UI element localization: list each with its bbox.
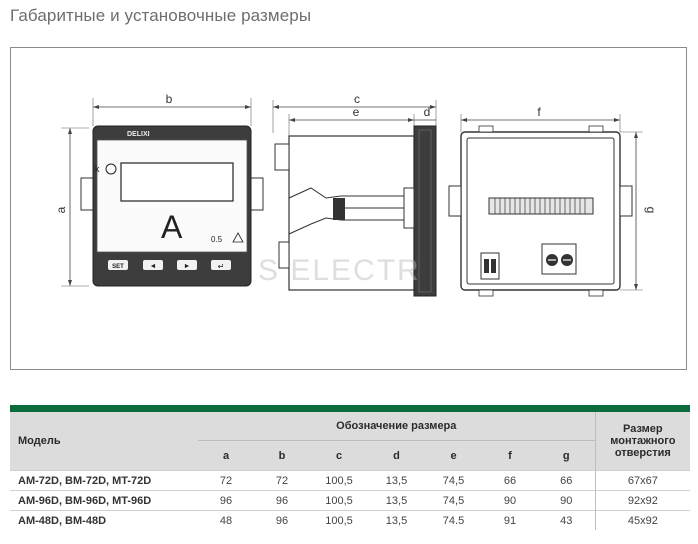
col-e: e bbox=[450, 449, 457, 462]
button-right: ► bbox=[183, 263, 191, 270]
row-model: AM-48D, BM-48D bbox=[10, 511, 198, 531]
watermark: S ELECTR bbox=[258, 254, 421, 287]
table-row bbox=[10, 511, 690, 531]
cell: 74,5 bbox=[425, 471, 482, 491]
cell: 13,5 bbox=[368, 471, 425, 491]
row-model: AM-72D, BM-72D, MT-72D bbox=[10, 471, 198, 491]
model-header: Модель bbox=[18, 435, 61, 447]
cell: 74,5 bbox=[425, 491, 482, 511]
cell: 74.5 bbox=[425, 511, 482, 531]
dimensions-table bbox=[10, 405, 690, 539]
button-set: SET bbox=[112, 264, 124, 270]
cell: 72 bbox=[198, 471, 254, 491]
dim-label-b: b bbox=[165, 92, 173, 106]
accuracy-class: 0.5 bbox=[211, 235, 223, 244]
table-row bbox=[10, 471, 690, 491]
table-row bbox=[10, 491, 690, 511]
dim-label-f: f bbox=[537, 105, 541, 119]
col-a: a bbox=[222, 449, 230, 462]
cell: 13,5 bbox=[368, 491, 425, 511]
cell: 96 bbox=[254, 491, 310, 511]
cell: 91 bbox=[482, 511, 538, 531]
cell: 66 bbox=[482, 471, 538, 491]
brand-label: DELIXI bbox=[127, 131, 150, 138]
front-view bbox=[54, 92, 263, 286]
row-hole: 67x67 bbox=[595, 471, 690, 491]
display-letter: A bbox=[161, 209, 183, 245]
col-f: f bbox=[508, 449, 512, 462]
button-left: ◄ bbox=[149, 263, 157, 270]
dim-label-g: g bbox=[644, 206, 658, 214]
cell: 72 bbox=[254, 471, 310, 491]
dimension-drawing bbox=[10, 47, 687, 370]
cell: 66 bbox=[538, 471, 595, 491]
button-enter: ↵ bbox=[217, 262, 225, 271]
col-g: g bbox=[562, 449, 570, 462]
cell: 100,5 bbox=[310, 471, 368, 491]
dim-label-d: d bbox=[423, 105, 431, 119]
dim-label-e: e bbox=[352, 105, 360, 119]
indicator-letter: k bbox=[95, 164, 100, 174]
drawing-svg bbox=[11, 48, 688, 371]
page-title: Габаритные и установочные размеры bbox=[10, 6, 312, 25]
row-hole: 92x92 bbox=[595, 491, 690, 511]
col-d: d bbox=[393, 449, 400, 462]
dim-label-c: c bbox=[354, 92, 360, 106]
cell: 90 bbox=[482, 491, 538, 511]
col-b: b bbox=[278, 449, 286, 462]
dimension-group-header: Обозначение размера bbox=[198, 412, 595, 441]
cell: 13,5 bbox=[368, 511, 425, 531]
col-c: c bbox=[335, 449, 343, 462]
cell: 90 bbox=[538, 491, 595, 511]
rear-view bbox=[449, 105, 658, 296]
side-view bbox=[258, 92, 436, 296]
cell: 100,5 bbox=[310, 511, 368, 531]
cell: 96 bbox=[254, 511, 310, 531]
mount-hole-header: Размер монтажного отверстия bbox=[595, 412, 690, 471]
cell: 48 bbox=[198, 511, 254, 531]
cell: 96 bbox=[198, 491, 254, 511]
cell: 43 bbox=[538, 511, 595, 531]
cell: 100,5 bbox=[310, 491, 368, 511]
dim-label-a: a bbox=[54, 206, 68, 214]
row-model: AM-96D, BM-96D, MT-96D bbox=[10, 491, 198, 511]
row-hole: 45x92 bbox=[595, 511, 690, 531]
